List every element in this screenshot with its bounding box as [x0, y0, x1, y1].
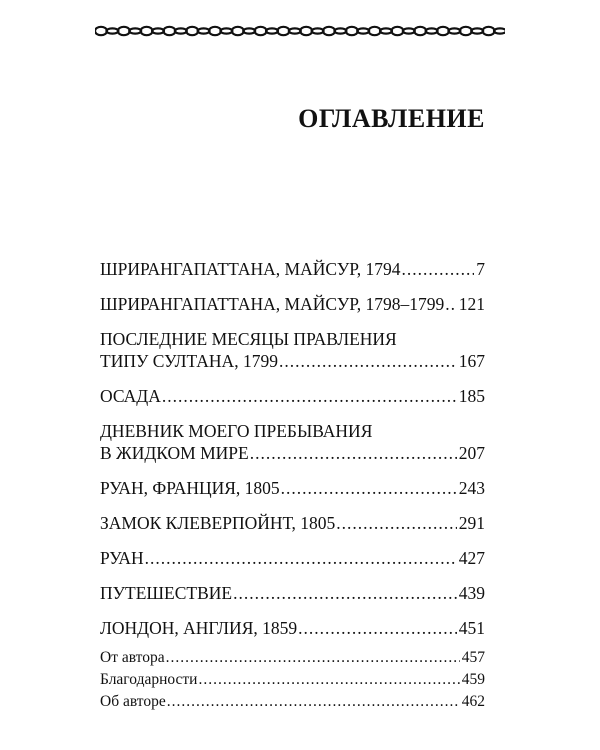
chain-link [460, 27, 472, 35]
table-of-contents [100, 258, 485, 652]
leader-dots [250, 442, 457, 464]
chain-link [323, 27, 335, 35]
chain-link [357, 28, 369, 33]
toc-entry-page: 243 [458, 478, 485, 498]
chain-link [414, 27, 426, 35]
toc-entry-title: РУАН [100, 548, 144, 568]
chain-link [232, 27, 244, 35]
chain-ornament-icon [95, 24, 505, 38]
back-matter-title: Об авторе [100, 693, 166, 710]
toc-entry-title: ОСАДА [100, 386, 161, 406]
toc-entry-page: 207 [458, 443, 485, 463]
leader-dots [281, 477, 457, 499]
chain-link [266, 28, 278, 33]
back-matter-list [100, 648, 485, 714]
leader-dots [279, 350, 457, 372]
leader-dots [402, 258, 475, 280]
leader-dots [167, 692, 460, 712]
chain-link [106, 28, 118, 33]
toc-entry-page: 121 [458, 294, 485, 314]
chain-link [483, 27, 495, 35]
toc-entry-title-line1: ПОСЛЕДНИЕ МЕСЯЦЫ ПРАВЛЕНИЯ [100, 329, 397, 349]
back-matter-page: 459 [461, 671, 485, 688]
chain-link [243, 28, 255, 33]
chain-link [334, 28, 346, 33]
toc-entry[interactable] [100, 477, 485, 499]
toc-entry[interactable] [100, 582, 485, 604]
chain-link [152, 28, 164, 33]
toc-entry-page: 439 [458, 583, 485, 603]
back-matter-title: От автора [100, 649, 165, 666]
leader-dots [298, 617, 457, 639]
toc-entry-title: ЗАМОК КЛЕВЕРПОЙНТ, 1805 [100, 513, 336, 533]
toc-entry-title-line1: ДНЕВНИК МОЕГО ПРЕБЫВАНИЯ [100, 421, 373, 441]
toc-entry-page: 7 [476, 259, 485, 279]
back-matter-page: 457 [461, 649, 485, 666]
toc-entry[interactable] [100, 420, 485, 464]
toc-entry[interactable] [100, 258, 485, 280]
page-title: ОГЛАВЛЕНИЕ [298, 104, 485, 133]
chain-link [198, 28, 210, 33]
toc-entry-title: ЛОНДОН, АНГЛИЯ, 1859 [100, 618, 298, 638]
toc-entry-title: ПУТЕШЕСТВИЕ [100, 583, 233, 603]
leader-dots [198, 670, 459, 690]
chain-link [300, 27, 312, 35]
toc-entry[interactable] [100, 328, 485, 372]
chain-link [141, 27, 153, 35]
chain-link [175, 28, 187, 33]
back-matter-title: Благодарности [100, 671, 198, 688]
chain-link [209, 27, 221, 35]
chain-link [129, 28, 141, 33]
toc-entry-page: 185 [458, 386, 485, 406]
toc-entry-title: ШРИРАНГАПАТТАНА, МАЙСУР, 1794 [100, 259, 401, 279]
toc-entry-title: РУАН, ФРАНЦИЯ, 1805 [100, 478, 280, 498]
back-matter-page: 462 [461, 693, 485, 710]
toc-entry-title-line2: В ЖИДКОМ МИРЕ [100, 443, 249, 463]
toc-entry-page: 291 [458, 513, 485, 533]
chain-link [391, 27, 403, 35]
leader-dots [145, 547, 457, 569]
leader-dots [445, 293, 456, 315]
chain-link [186, 27, 198, 35]
toc-entry[interactable] [100, 512, 485, 534]
chain-link [95, 27, 107, 35]
back-matter-entry[interactable] [100, 648, 485, 668]
chain-link [426, 28, 438, 33]
back-matter-entry[interactable] [100, 692, 485, 712]
toc-entry[interactable] [100, 293, 485, 315]
toc-entry-title: ШРИРАНГАПАТТАНА, МАЙСУР, 1798–1799 [100, 294, 445, 314]
chain-link [255, 27, 267, 35]
chain-link [220, 28, 232, 33]
chain-link [471, 28, 483, 33]
back-matter-entry[interactable] [100, 670, 485, 690]
chain-link [289, 28, 301, 33]
chain-link [118, 27, 130, 35]
toc-entry-title-line2: ТИПУ СУЛТАНА, 1799 [100, 351, 278, 371]
toc-entry-page: 451 [458, 618, 485, 638]
chain-link [380, 28, 392, 33]
chain-link [448, 28, 460, 33]
toc-entry[interactable] [100, 385, 485, 407]
leader-dots [336, 512, 457, 534]
chain-link [163, 27, 175, 35]
chain-link [346, 27, 358, 35]
toc-entry[interactable] [100, 617, 485, 639]
leader-dots [162, 385, 457, 407]
leader-dots [233, 582, 457, 604]
chain-link [277, 27, 289, 35]
chain-link [312, 28, 324, 33]
chain-link [369, 27, 381, 35]
leader-dots [166, 648, 460, 668]
toc-entry-page: 427 [458, 548, 485, 568]
toc-entry-page: 167 [458, 351, 485, 371]
toc-entry[interactable] [100, 547, 485, 569]
chain-link [437, 27, 449, 35]
chain-link [403, 28, 415, 33]
